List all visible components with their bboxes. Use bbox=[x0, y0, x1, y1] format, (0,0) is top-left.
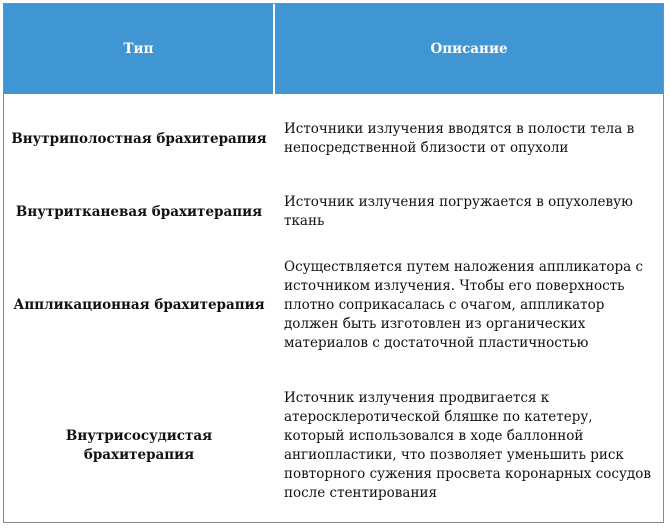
row-description: Осуществляется путем наложения аппликатора с источником излучения. Чтобы его поверхность плотно соприкасалась с очагом, аппликатор должен быть изготовлен из органических материалов с достаточной пластичностью bbox=[284, 258, 644, 351]
table-row bbox=[4, 94, 663, 184]
header-row bbox=[4, 4, 663, 94]
row-type: Внутриполостная брахитерапия bbox=[11, 130, 267, 147]
brachytherapy-table-frame bbox=[3, 3, 664, 523]
table-row bbox=[4, 240, 663, 370]
table-row bbox=[4, 184, 663, 240]
table-header bbox=[4, 4, 663, 94]
brachytherapy-types-table bbox=[4, 4, 663, 522]
row-type: Аппликационная брахитерапия bbox=[13, 296, 265, 313]
table-row bbox=[4, 370, 663, 522]
row-description: Источник излучения продвигается к атеросклеротической бляшке по катетеру, который использовался в ходе баллонной ангиопластики, что позволяет уменьшить риск повторного сужения просвета коронарных сосудов после стентирования bbox=[284, 390, 651, 501]
header-type: Тип bbox=[4, 4, 274, 94]
row-type: Внутрисосудистая брахитерапия bbox=[65, 428, 213, 463]
row-description: Источники излучения вводятся в полости тела в непосредственной близости от опухоли bbox=[284, 121, 635, 156]
row-description: Источник излучения погружается в опухолевую ткань bbox=[284, 194, 633, 229]
table-body bbox=[4, 94, 663, 522]
header-description: Описание bbox=[274, 4, 663, 94]
row-type: Внутритканевая брахитерапия bbox=[15, 203, 263, 220]
